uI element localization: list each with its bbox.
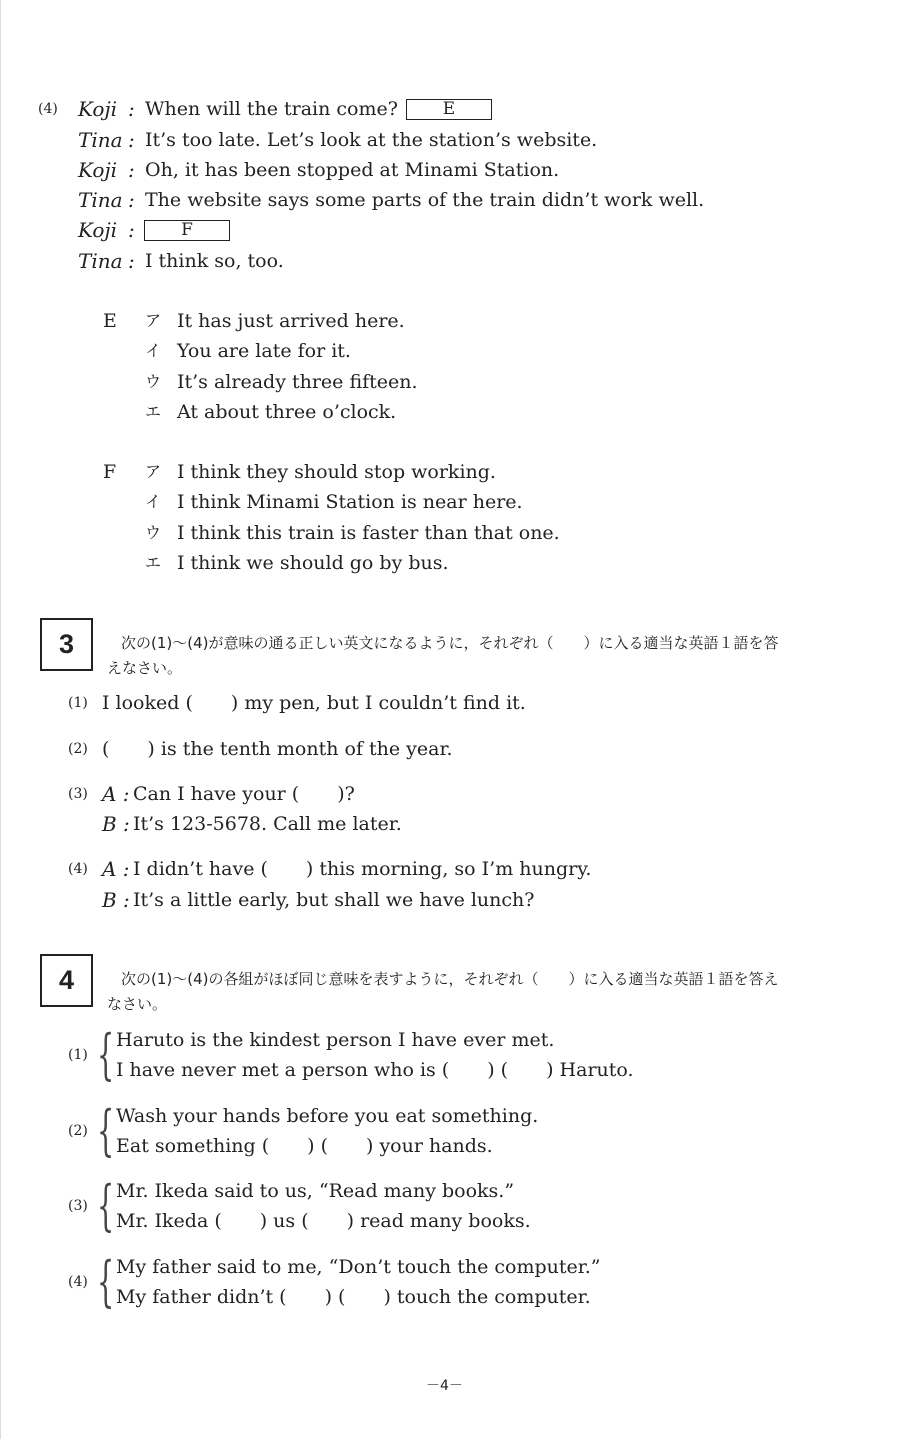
- section-instruction-cont: えなさい。: [107, 659, 183, 677]
- question-number: (3): [68, 1198, 88, 1214]
- question-number: (3): [68, 786, 88, 802]
- dialogue-line: When will the train come?: [145, 98, 398, 120]
- sentence-pair-line-1: Wash your hands before you eat something.: [116, 1105, 539, 1127]
- choice-text: I think we should go by bus.: [177, 552, 449, 574]
- choice-kana: エ: [145, 402, 162, 421]
- question-number: (4): [68, 1274, 88, 1290]
- answer-blank-e[interactable]: E: [406, 99, 492, 120]
- choice-text: It has just arrived here.: [177, 310, 405, 332]
- question-text: ( ) is the tenth month of the year.: [102, 738, 453, 760]
- choice-text: At about three o’clock.: [177, 401, 397, 423]
- question-number: (2): [68, 741, 88, 757]
- page-edge: [0, 0, 1, 1439]
- section-instruction-cont: なさい。: [107, 995, 168, 1013]
- question-number: (4): [38, 101, 58, 117]
- section-instruction: 次の(1)～(4)が意味の通る正しい英文になるように，それぞれ（ ）に入る適当な英語１語を答: [121, 634, 779, 652]
- curly-brace: {: [97, 1250, 115, 1313]
- speaker-colon: :: [128, 218, 135, 242]
- dialogue-line: Oh, it has been stopped at Minami Station.: [145, 159, 560, 181]
- speaker-colon: :: [128, 128, 135, 152]
- curly-brace: {: [97, 1023, 115, 1086]
- choice-kana: ウ: [145, 372, 162, 391]
- speaker-colon: :: [128, 188, 135, 212]
- question-number: (1): [68, 695, 88, 711]
- speaker-label: A :: [102, 857, 130, 881]
- choice-text: It’s already three fifteen.: [177, 371, 418, 393]
- speaker-name: Koji: [78, 158, 118, 182]
- sentence-pair-line-1: Mr. Ikeda said to us, “Read many books.”: [116, 1180, 515, 1202]
- speaker-name: Tina: [78, 128, 123, 152]
- section-number-box: 3: [40, 618, 93, 671]
- dialogue-line: It’s too late. Let’s look at the station’s website.: [145, 129, 598, 151]
- question-number: (4): [68, 861, 88, 877]
- speaker-label: B :: [102, 812, 130, 836]
- speaker-name: Tina: [78, 249, 123, 273]
- speaker-name: Koji: [78, 218, 118, 242]
- question-text: It’s 123-5678. Call me later.: [133, 813, 402, 835]
- speaker-colon: :: [128, 97, 135, 121]
- choice-text: I think they should stop working.: [177, 461, 496, 483]
- choice-group-letter-e: E: [103, 310, 117, 332]
- choice-kana: エ: [145, 553, 162, 572]
- sentence-pair-line-2: Mr. Ikeda ( ) us ( ) read many books.: [116, 1210, 531, 1232]
- choice-text: I think Minami Station is near here.: [177, 491, 523, 513]
- question-text: I didn’t have ( ) this morning, so I’m hungry.: [133, 858, 592, 880]
- sentence-pair-line-1: Haruto is the kindest person I have ever met.: [116, 1029, 555, 1051]
- choice-text: You are late for it.: [177, 340, 351, 362]
- choice-kana: ウ: [145, 523, 162, 542]
- question-text: It’s a little early, but shall we have lunch?: [133, 889, 535, 911]
- question-text: Can I have your ( )?: [133, 783, 355, 805]
- choice-kana: ア: [145, 311, 162, 330]
- choice-kana: ア: [145, 462, 162, 481]
- dialogue-line: The website says some parts of the train didn’t work well.: [145, 189, 705, 211]
- answer-blank-f[interactable]: F: [144, 220, 230, 241]
- speaker-colon: :: [128, 249, 135, 273]
- choice-kana: イ: [145, 341, 162, 360]
- speaker-name: Koji: [78, 97, 118, 121]
- section-number-box: 4: [40, 954, 93, 1007]
- curly-brace: {: [97, 1099, 115, 1162]
- sentence-pair-line-2: I have never met a person who is ( ) ( ) Haruto.: [116, 1059, 634, 1081]
- speaker-label: A :: [102, 782, 130, 806]
- speaker-name: Tina: [78, 188, 123, 212]
- sentence-pair-line-1: My father said to me, “Don’t touch the computer.”: [116, 1256, 601, 1278]
- speaker-label: B :: [102, 888, 130, 912]
- page-number: －4－: [426, 1378, 463, 1394]
- dialogue-line: I think so, too.: [145, 250, 284, 272]
- curly-brace: {: [97, 1174, 115, 1237]
- sentence-pair-line-2: Eat something ( ) ( ) your hands.: [116, 1135, 493, 1157]
- question-text: I looked ( ) my pen, but I couldn’t find it.: [102, 692, 526, 714]
- sentence-pair-line-2: My father didn’t ( ) ( ) touch the computer.: [116, 1286, 591, 1308]
- choice-kana: イ: [145, 492, 162, 511]
- question-number: (2): [68, 1123, 88, 1139]
- section-instruction: 次の(1)～(4)の各組がほぼ同じ意味を表すように，それぞれ（ ）に入る適当な英語１語を答え: [121, 970, 779, 988]
- question-number: (1): [68, 1047, 88, 1063]
- choice-group-letter-f: F: [103, 461, 117, 483]
- speaker-colon: :: [128, 158, 135, 182]
- choice-text: I think this train is faster than that one.: [177, 522, 560, 544]
